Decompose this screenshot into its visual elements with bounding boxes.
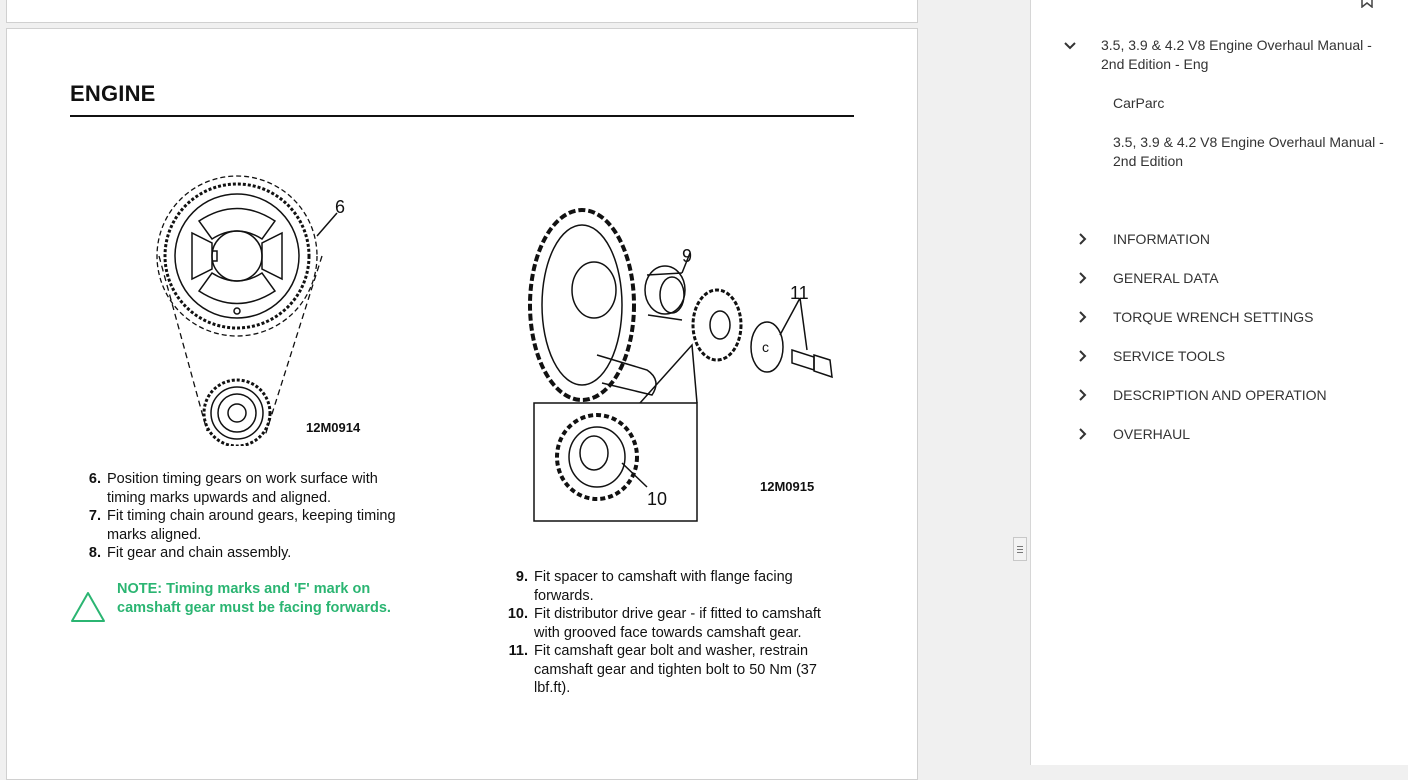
step-text: Fit timing chain around gears, keeping timing marks aligned. <box>107 508 396 543</box>
callout-10: 10 <box>647 489 668 509</box>
bookmark-description-and-operation[interactable] <box>1075 386 1395 405</box>
step-item <box>75 507 415 544</box>
step-text: Fit distributor drive gear - if fitted to camshaft with grooved face towards camshaft gear. <box>534 606 821 641</box>
bookmark-icon[interactable] <box>1359 0 1375 8</box>
callout-11: 11 <box>790 283 809 303</box>
step-text: Fit gear and chain assembly. <box>107 545 292 561</box>
chevron-right-icon[interactable] <box>1075 310 1089 324</box>
step-text: Position timing gears on work surface with timing marks upwards and aligned. <box>107 471 378 506</box>
bookmark-root[interactable] <box>1063 36 1393 74</box>
callout-6: 6 <box>335 197 346 217</box>
bookmark-child-label: 3.5, 3.9 & 4.2 V8 Engine Overhaul Manual - 2nd Edition <box>1113 134 1384 169</box>
page-title: ENGINE <box>70 81 156 106</box>
chevron-right-icon[interactable] <box>1075 232 1089 246</box>
bookmark-child-manual[interactable] <box>1113 133 1403 171</box>
step-number: 8. <box>88 545 101 561</box>
steps-list-right <box>499 568 844 698</box>
bookmark-section-label: INFORMATION <box>1113 231 1210 247</box>
step-item <box>499 605 844 642</box>
warning-triangle-icon <box>70 591 106 623</box>
title-rule <box>70 115 854 117</box>
svg-text:c: c <box>762 339 769 355</box>
bookmark-root-label: 3.5, 3.9 & 4.2 V8 Engine Overhaul Manual - 2nd Edition - Eng <box>1101 37 1372 72</box>
chevron-down-icon[interactable] <box>1063 39 1077 53</box>
document-page <box>6 28 918 780</box>
bookmark-section-label: DESCRIPTION AND OPERATION <box>1113 387 1327 403</box>
bookmark-information[interactable] <box>1075 230 1395 249</box>
step-item <box>499 568 844 605</box>
step-text: Fit camshaft gear bolt and washer, restrain camshaft gear and tighten bolt to 50 Nm (37 lbf.ft). <box>534 643 817 696</box>
step-number: 9. <box>515 569 528 585</box>
camshaft-assembly-figure <box>522 205 852 525</box>
bookmark-torque-wrench-settings[interactable] <box>1075 308 1395 327</box>
figure-code-right: 12M0915 <box>760 479 815 494</box>
step-item <box>75 544 415 563</box>
step-number: 6. <box>88 471 101 487</box>
chevron-right-icon[interactable] <box>1075 388 1089 402</box>
chevron-right-icon[interactable] <box>1075 349 1089 363</box>
step-number: 7. <box>88 508 101 524</box>
bookmark-service-tools[interactable] <box>1075 347 1395 366</box>
step-number: 10. <box>507 606 528 622</box>
bookmark-overhaul[interactable] <box>1075 425 1395 444</box>
step-number: 11. <box>508 643 528 659</box>
chevron-right-icon[interactable] <box>1075 427 1089 441</box>
step-item <box>75 470 415 507</box>
step-text: Fit spacer to camshaft with flange facing forwards. <box>534 569 793 604</box>
timing-gears-figure <box>147 161 387 446</box>
bookmark-section-label: SERVICE TOOLS <box>1113 348 1226 364</box>
note-text: NOTE: Timing marks and 'F' mark on camshaft gear must be facing forwards. <box>117 581 391 616</box>
bookmarks-panel <box>1030 0 1408 765</box>
bookmark-section-label: OVERHAUL <box>1113 426 1191 442</box>
bookmark-child-label: CarParc <box>1113 95 1165 111</box>
bookmark-child-carparc[interactable] <box>1113 94 1393 113</box>
step-item <box>499 642 844 698</box>
callout-9: 9 <box>682 246 693 266</box>
chevron-right-icon[interactable] <box>1075 271 1089 285</box>
steps-list-left <box>75 470 415 563</box>
figure-code-left: 12M0914 <box>306 420 361 435</box>
bookmark-section-label: TORQUE WRENCH SETTINGS <box>1113 309 1314 325</box>
bookmark-section-label: GENERAL DATA <box>1113 270 1219 286</box>
previous-page <box>6 0 918 23</box>
panel-resize-handle[interactable] <box>1013 537 1027 561</box>
bookmark-general-data[interactable] <box>1075 269 1395 288</box>
